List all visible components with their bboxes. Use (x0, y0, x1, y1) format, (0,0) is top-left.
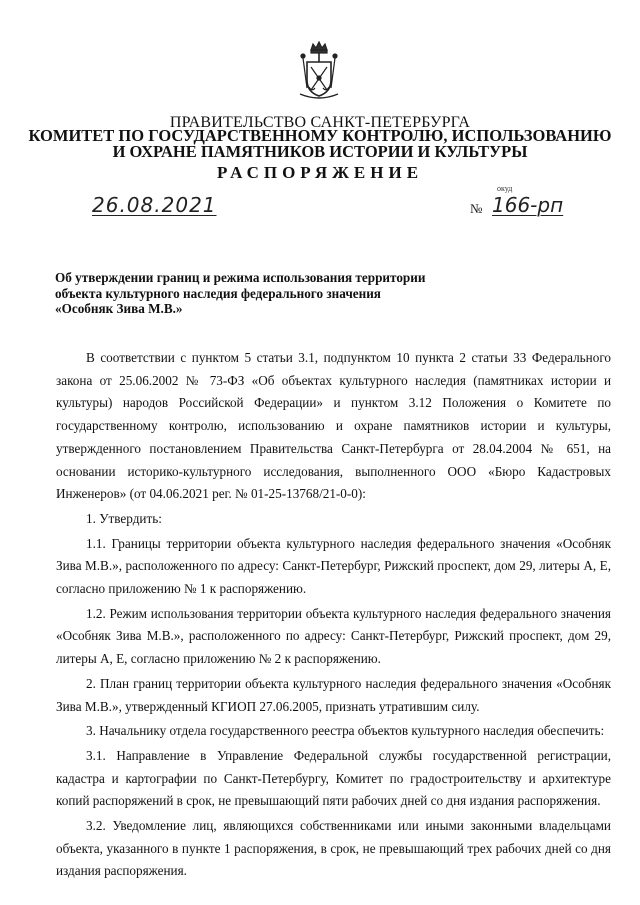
document-number: 166-рп (492, 193, 564, 217)
paragraph-3: 3. Начальнику отдела государственного реестра объектов культурного наследия обеспечить: (86, 723, 605, 739)
document-date: 26.08.2021 (92, 193, 217, 217)
paragraph-preamble: В соответствии с пунктом 5 статьи 3.1, подпунктом 10 пункта 2 статьи 33 Федерального закона от 25.06.2002 № 73-ФЗ «Об объектах культурного наследия (памятниках истории и культуры) народов Российской Федерации» и пунктом 3.12 Положения о Комитете по государственному контролю, использованию и охране памятников истории и культуры, утвержденного постановлением Правительства Санкт-Петербурга от 28.04.2004 № 651, на основании историко-культурного исследования, выполненного ООО «Бюро Кадастровых Инженеров» (от 04.06.2021 рег. № 01-25-13768/21-0-0): (56, 350, 611, 502)
saint-petersburg-coat-of-arms-icon (294, 40, 344, 102)
paragraph-3-1: 3.1. Направление в Управление Федеральной службы государственной регистрации, кадастра и картографии по Санкт-Петербургу, Комитет по градостроительству и архитектуре копий распоряжений в срок, не превышающий пяти рабочих дней со дня издания распоряжения. (56, 747, 611, 809)
committee-name (0, 128, 640, 160)
subject-line: Об утверждении границ и режима использования территории (55, 270, 426, 285)
document-body (56, 347, 611, 883)
paragraph-3-2: 3.2. Уведомление лиц, являющихся собственниками или иными законными владельцами объекта, указанного в пункте 1 распоряжения, в срок, не превышающий трех рабочих дней со дня издания распоряжения. (56, 818, 611, 879)
paragraph-1-2: 1.2. Режим использования территории объекта культурного наследия федерального значения «Особняк Зива М.В.», расположенного по адресу: Санкт-Петербург, Рижский проспект, дом 29, литеры А, Е, согласно приложению № 2 к распоряжению. (56, 605, 611, 667)
subject-line: объекта культурного наследия федерального значения (55, 285, 381, 301)
number-label: № (470, 201, 483, 216)
okud-label: окуд (497, 184, 513, 193)
paragraph-2: 2. План границ территории объекта культурного наследия федерального значения «Особняк Зива М.В.», утвержденный КГИОП 27.06.2005, признать утратившим силу. (56, 675, 611, 714)
paragraph-1: 1. Утвердить: (86, 510, 162, 526)
document-subject (55, 270, 455, 317)
government-name: ПРАВИТЕЛЬСТВО САНКТ-ПЕТЕРБУРГА (169, 114, 471, 131)
subject-line: «Особняк Зива М.В.» (55, 301, 183, 316)
committee-line-2: И ОХРАНЕ ПАМЯТНИКОВ ИСТОРИИ И КУЛЬТУРЫ (112, 142, 528, 161)
committee-line-1: КОМИТЕТ ПО ГОСУДАРСТВЕННОМУ КОНТРОЛЮ, ИСПОЛЬЗОВАНИЮ (28, 126, 612, 145)
paragraph-1-1: 1.1. Границы территории объекта культурного наследия федерального значения «Особняк Зива М.В.», расположенного по адресу: Санкт-Петербург, Рижский проспект, дом 29, литеры А, Е, согласно приложению № 1 к распоряжению. (56, 535, 611, 597)
document-type: РАСПОРЯЖЕНИЕ (216, 163, 424, 182)
